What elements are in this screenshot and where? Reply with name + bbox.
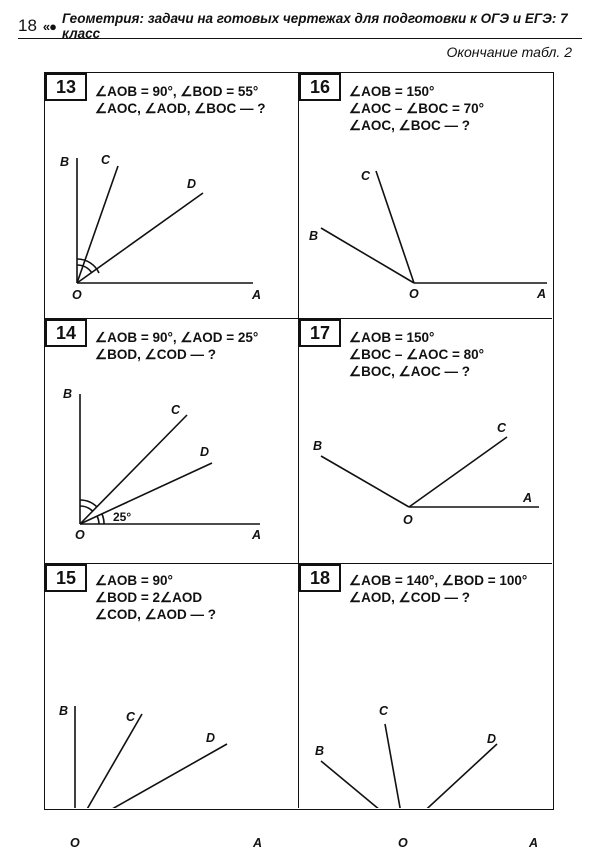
problem-13 [45,73,299,319]
point-label-a: A [523,491,533,505]
ray-oc [75,714,142,808]
page-header [18,11,582,41]
ray-oc [376,171,414,283]
point-label-c: C [361,169,371,183]
angle-arc [77,265,92,273]
point-label-d: D [487,732,497,746]
ray-ob [321,761,404,808]
point-label-a: A [252,288,262,302]
angle-diagram [299,73,552,319]
condition-line: ∠COD, ∠AOD — ? [95,607,216,622]
ray-oc [409,437,507,507]
ray-od [404,744,497,808]
condition-line: ∠BOD = 2∠AOD [95,590,203,605]
ray-od [75,744,227,808]
ray-od [80,463,212,524]
point-label-c: C [101,153,111,167]
point-label-c: C [497,421,507,435]
point-label-a: A [537,287,547,301]
angle-diagram [45,564,299,808]
ray-oc [385,724,404,808]
angle-diagram [45,73,299,319]
angle-arc [80,506,93,511]
point-label-b: B [315,744,325,758]
ray-ob [321,228,414,283]
point-label-o: O [403,513,413,527]
condition-line: ∠AOC – ∠BOC = 70° [349,101,485,116]
point-label-a: A [253,836,263,850]
header-mark: «● [42,18,57,34]
ray-oc [80,415,187,524]
point-label-b: B [60,155,70,169]
condition-line: ∠AOB = 90°, ∠BOD = 55° [95,84,259,99]
point-label-b: B [309,229,319,243]
problem-18 [299,564,552,850]
point-label-o: O [72,288,82,302]
problem-15 [45,564,299,850]
condition-line: ∠BOC, ∠AOC — ? [349,364,470,379]
point-label-d: D [206,731,216,745]
condition-line: ∠BOC – ∠AOC = 80° [349,347,485,362]
book-title: Геометрия: задачи на готовых чертежах для подготовки к ОГЭ и ЕГЭ: 7 класс [62,11,568,41]
point-label-b: B [59,704,69,718]
condition-line: ∠AOB = 90°, ∠AOD = 25° [95,330,259,345]
problem-number: 18 [299,564,341,592]
problem-number: 15 [45,564,87,592]
problem-16 [299,73,552,319]
point-label-b: B [313,439,323,453]
point-label-o: O [409,287,419,301]
angle-value-label: 25° [113,510,132,524]
point-label-a: A [529,836,539,850]
problem-number: 16 [299,73,341,101]
condition-line: ∠AOB = 150° [349,330,435,345]
ray-ob [321,456,409,507]
point-label-c: C [171,403,181,417]
problem-number: 14 [45,319,87,347]
point-label-d: D [187,177,197,191]
point-label-d: D [200,445,210,459]
problems-table [44,72,554,850]
angle-diagram [299,319,552,564]
condition-line: ∠AOB = 140°, ∠BOD = 100° [349,573,528,588]
problem-14 [45,319,299,564]
point-label-o: O [75,528,85,542]
condition-line: ∠AOB = 90° [95,573,173,588]
point-label-a: A [252,528,262,542]
problem-number: 17 [299,319,341,347]
angle-diagram [299,564,552,808]
angle-arc [102,514,104,524]
point-label-o: O [70,836,80,850]
problem-number: 13 [45,73,87,101]
condition-line: ∠AOD, ∠COD — ? [349,590,470,605]
ray-od [77,193,203,283]
point-label-c: C [379,704,389,718]
point-label-b: B [63,387,73,401]
point-label-o: O [398,836,408,850]
condition-line: ∠AOC, ∠AOD, ∠BOC — ? [95,101,266,116]
angle-arc [97,516,99,524]
table-continuation-note: Окончание табл. 2 [446,44,572,60]
condition-line: ∠AOC, ∠BOC — ? [349,118,470,133]
condition-line: ∠AOB = 150° [349,84,435,99]
point-label-c: C [126,710,136,724]
page-number: 18 [18,16,37,35]
problem-17 [299,319,552,564]
condition-line: ∠BOD, ∠COD — ? [95,347,216,362]
